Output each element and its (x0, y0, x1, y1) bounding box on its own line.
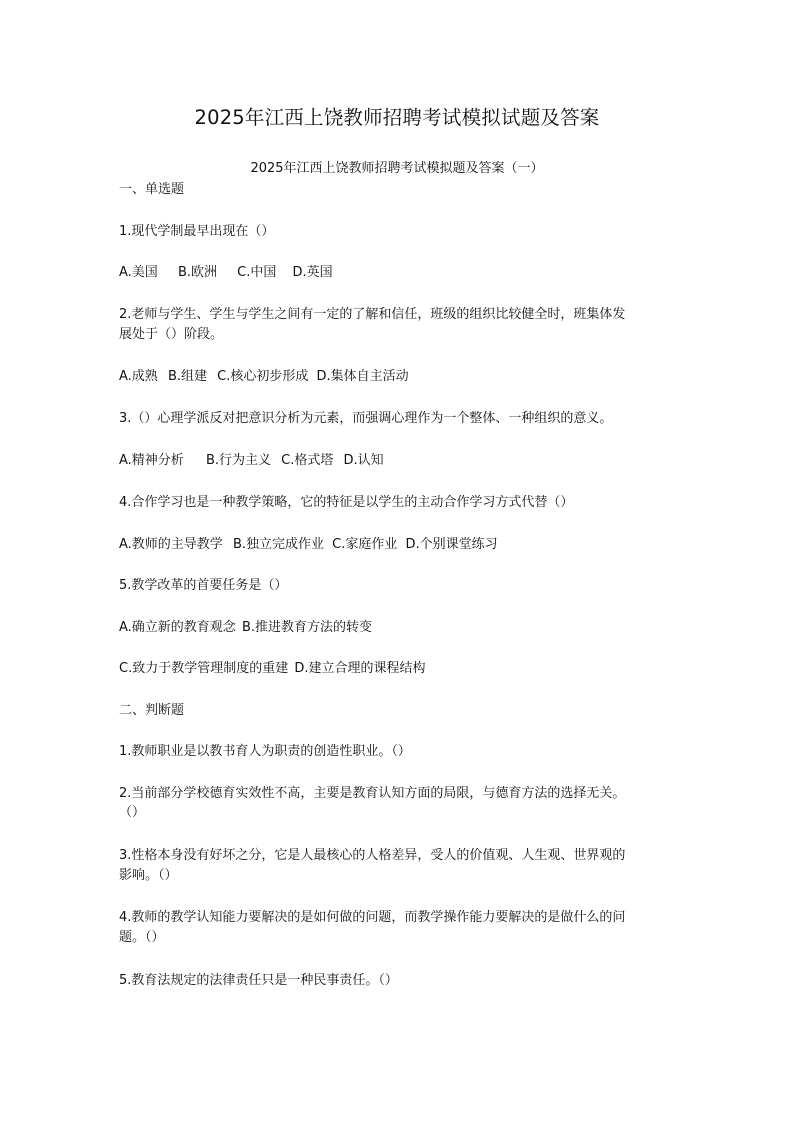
tf-question-3-line2: 影响。（） (119, 868, 178, 883)
tf-question-4-line1: 4.教师的教学认知能力要解决的是如何做的问题，而教学操作能力要解决的是做什么的问 (119, 910, 626, 925)
option-d: D.个别课堂练习 (405, 537, 498, 552)
tf-question-1: 1.教师职业是以教书育人为职责的创造性职业。（） (119, 744, 411, 759)
option-d: D.集体自主活动 (316, 369, 409, 384)
question-3-options (119, 451, 671, 471)
question-5-options-line1 (119, 618, 671, 638)
tf-question-2-line1: 2.当前部分学校德育实效性不高，主要是教育认知方面的局限，与德育方法的选择无关。 (119, 786, 626, 801)
option-b: B.组建 (167, 369, 208, 384)
option-a: A.美国 (119, 265, 158, 280)
question-2-text-line1: 2.老师与学生、学生与学生之间有一定的了解和信任，班级的组织比较健全时，班集体发 (119, 307, 626, 322)
option-d: D.英国 (292, 265, 333, 280)
option-a: A.成熟 (119, 369, 158, 384)
document-title: 2025年江西上饶教师招聘考试模拟试题及答案 (194, 106, 600, 129)
document-subtitle: 2025年江西上饶教师招聘考试模拟题及答案（一） (250, 161, 544, 176)
option-d: D.建立合理的课程结构 (294, 661, 426, 676)
tf-question-4-line2: 题。（） (119, 930, 165, 945)
option-b: B.独立完成作业 (232, 537, 325, 552)
question-2-options (119, 367, 671, 387)
option-d: D.认知 (343, 453, 384, 468)
question-1-text: 1.现代学制最早出现在（） (119, 224, 275, 239)
question-3-text: 3.（）心理学派反对把意识分析为元素，而强调心理作为一个整体、一种组织的意义。 (119, 411, 613, 426)
tf-question-3-line1: 3.性格本身没有好坏之分，它是人最核心的人格差异，受人的价值观、人生观、世界观的 (119, 848, 626, 863)
option-b: B.欧洲 (177, 265, 218, 280)
tf-question-5: 5.教育法规定的法律责任只是一种民事责任。（） (119, 973, 398, 988)
option-c: C.家庭作业 (332, 537, 398, 552)
option-a: A.确立新的教育观念 (119, 620, 236, 635)
section-heading-true-false: 二、判断题 (119, 703, 185, 718)
option-c: C.致力于教学管理制度的重建 (119, 661, 289, 676)
question-5-options-line2 (119, 659, 671, 679)
option-a: A.教师的主导教学 (119, 537, 223, 552)
option-b: B.推进教育方法的转变 (241, 620, 373, 635)
section-heading-single-choice: 一、单选题 (119, 182, 185, 197)
tf-question-2-line2: （） (119, 805, 146, 820)
option-c: C.中国 (237, 265, 277, 280)
question-2-text-line2: 展处于（）阶段。 (119, 327, 224, 342)
question-5-text: 5.教学改革的首要任务是（） (119, 578, 288, 593)
option-a: A.精神分析 (119, 453, 184, 468)
question-1-options (119, 263, 671, 283)
option-c: C.核心初步形成 (217, 369, 309, 384)
question-4-options (119, 535, 671, 555)
question-4-text: 4.合作学习也是一种教学策略，它的特征是以学生的主动合作学习方式代替（） (119, 495, 574, 510)
option-b: B.行为主义 (205, 453, 272, 468)
option-c: C.格式塔 (281, 453, 334, 468)
